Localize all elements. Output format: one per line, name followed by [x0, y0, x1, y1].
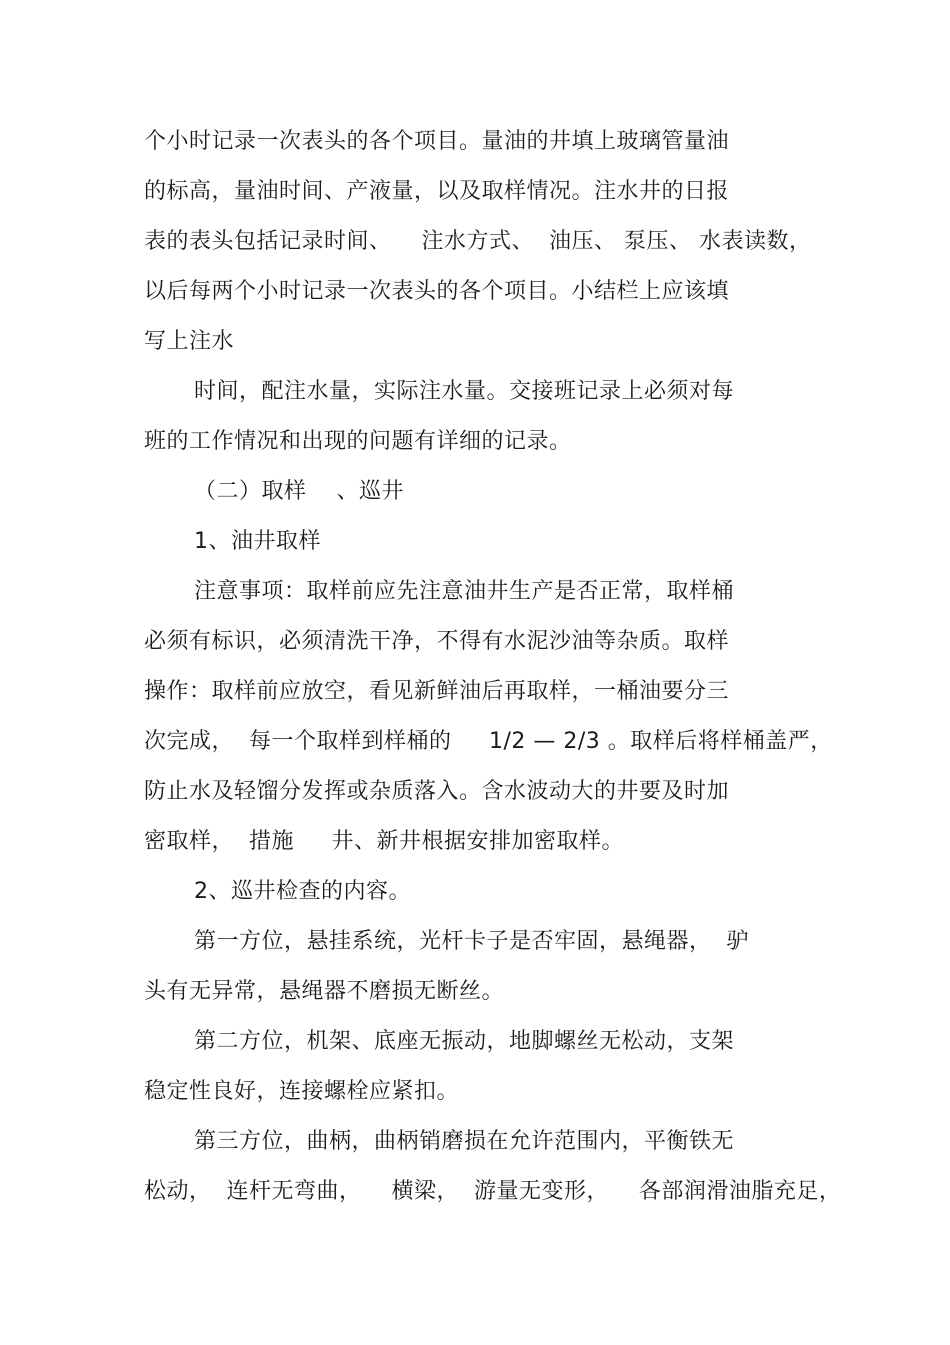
text-line: 第一方位，悬挂系统，光杆卡子是否牢固，悬绳器， 驴	[194, 929, 749, 954]
text-line: 写上注水	[144, 329, 235, 354]
text-line: 时间，配注水量，实际注水量。交接班记录上必须对每	[194, 379, 735, 404]
text-line: 表的表头包括记录时间、 注水方式、 油压、 泵压、 水表读数，	[144, 229, 812, 254]
text-line: 次完成， 每一个取样到样桶的 1/2 — 2/3 。取样后将样桶盖严，	[144, 729, 833, 754]
subsection-heading: 1、油井取样	[194, 529, 321, 554]
text-line: 必须有标识，必须清洗干净，不得有水泥沙油等杂质。取样	[144, 629, 730, 654]
text-line: 稳定性良好，连接螺栓应紧扣。	[144, 1079, 460, 1104]
text-line: 个小时记录一次表头的各个项目。量油的井填上玻璃管量油	[144, 129, 730, 154]
text-line: 班的工作情况和出现的问题有详细的记录。	[144, 429, 572, 454]
text-line: 头有无异常，悬绳器不磨损无断丝。	[144, 979, 505, 1004]
text-line: 操作：取样前应放空，看见新鲜油后再取样，一桶油要分三	[144, 679, 730, 704]
text-line: 松动， 连杆无弯曲， 横梁， 游量无变形， 各部润滑油脂充足，	[144, 1179, 842, 1204]
text-line: 的标高，量油时间、产液量，以及取样情况。注水井的日报	[144, 179, 730, 204]
text-line: 防止水及轻馏分发挥或杂质落入。含水波动大的井要及时加	[144, 779, 730, 804]
text-line: 第三方位，曲柄，曲柄销磨损在允许范围内，平衡铁无	[194, 1129, 735, 1154]
text-line: 以后每两个小时记录一次表头的各个项目。小结栏上应该填	[144, 279, 730, 304]
subsection-heading: 2、巡井检查的内容。	[194, 879, 411, 904]
text-line: 密取样， 措施 井、新井根据安排加密取样。	[144, 829, 624, 854]
text-line: 第二方位，机架、底座无振动，地脚螺丝无松动，支架	[194, 1029, 735, 1054]
section-heading: （二）取样 、巡井	[194, 479, 404, 504]
text-line: 注意事项：取样前应先注意油井生产是否正常，取样桶	[194, 579, 735, 604]
